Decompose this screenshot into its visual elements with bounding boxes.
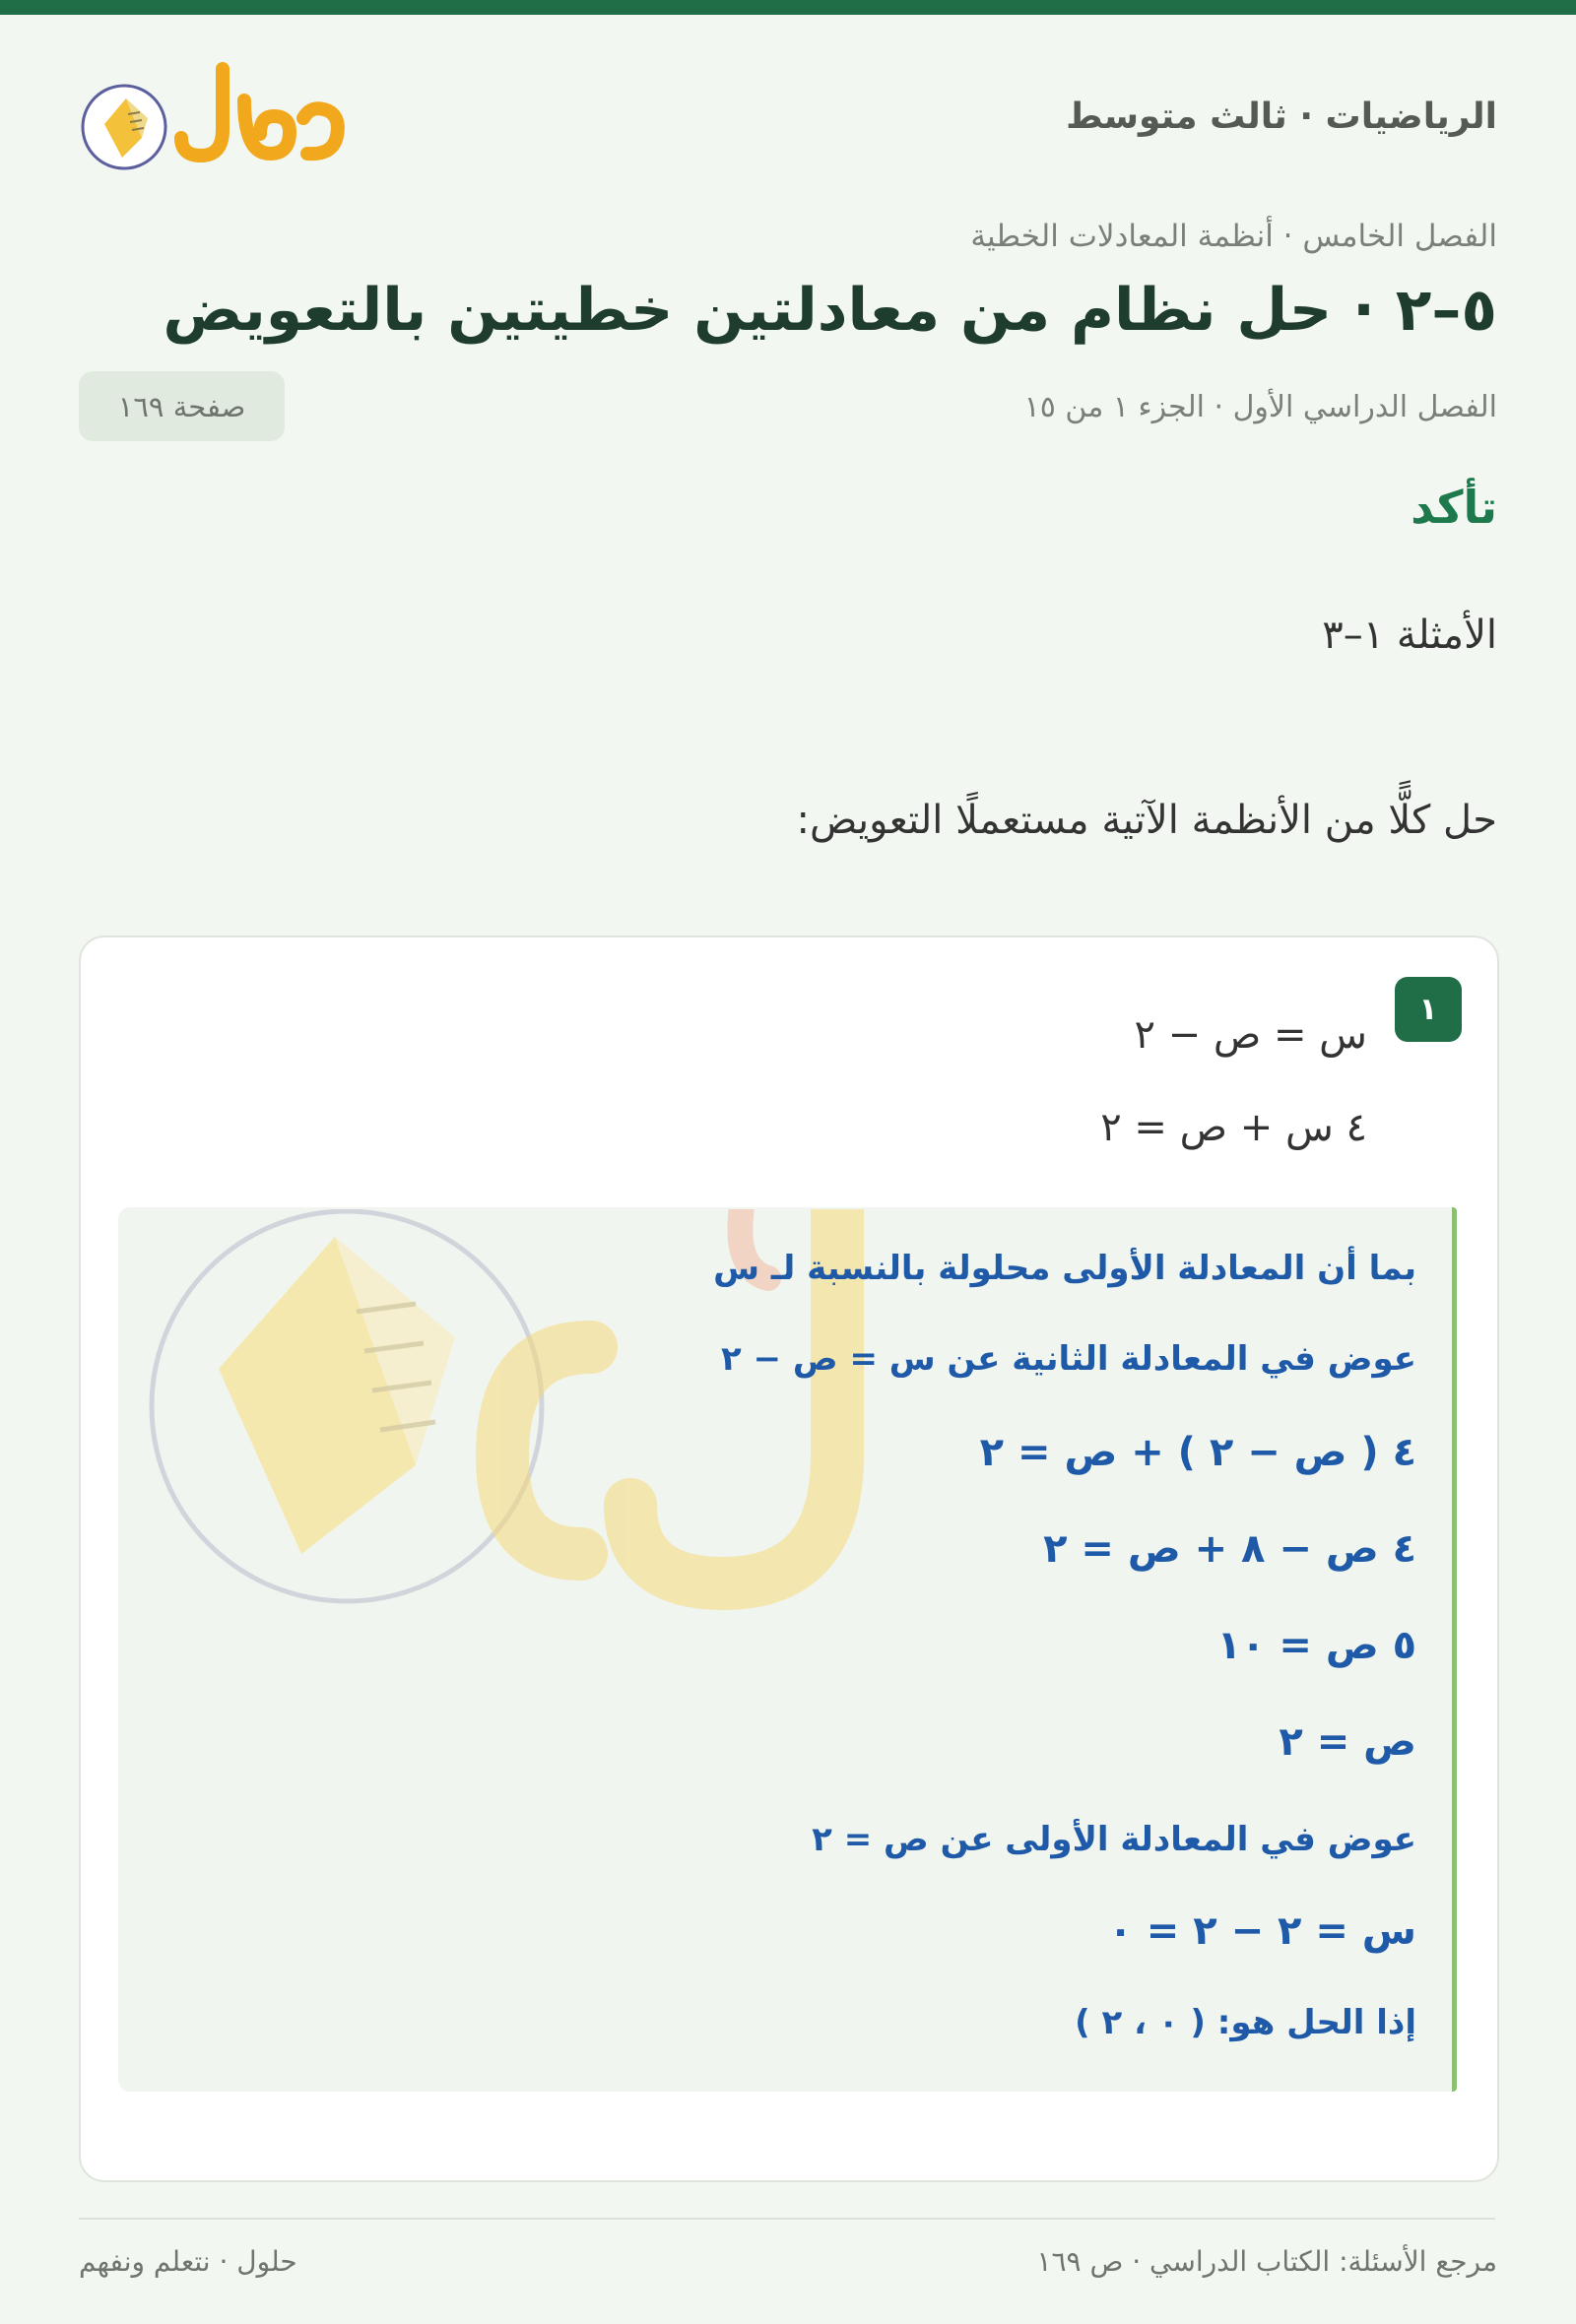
footer-brand: حلول · نتعلم ونفهم [79, 2245, 297, 2278]
examples-reference: الأمثلة ١–٣ [1322, 613, 1497, 658]
solution-answer: إذا الحل هو: ( ٠ ، ٢ ) [1075, 2003, 1416, 2042]
subject-label: الرياضيات · ثالث متوسط [1066, 97, 1497, 137]
question-card [79, 936, 1499, 2182]
solution-step-7: عوض في المعادلة الأولى عن ص = ٢ [812, 1820, 1416, 1859]
solution-step-4: ٤ ص − ٨ + ص = ٢ [1043, 1526, 1416, 1572]
equation-1: س = ص − ٢ [1134, 1012, 1367, 1058]
lesson-title: ٥–٢ · حل نظام من معادلتين خطيتين بالتعويض [163, 276, 1497, 345]
section-heading: تأكد [1411, 481, 1497, 534]
solution-step-1: بما أن المعادلة الأولى محلولة بالنسبة لـ س [713, 1249, 1416, 1288]
equation-2: ٤ س + ص = ٢ [1100, 1105, 1367, 1150]
instruction-text: حل كلًّا من الأنظمة الآتية مستعملًا التعويض: [796, 798, 1497, 843]
footer-divider [79, 2218, 1495, 2220]
brand-logo[interactable] [79, 61, 355, 171]
solution-step-6: ص = ٢ [1279, 1719, 1416, 1765]
solution-step-8: س = ٢ − ٢ = ٠ [1108, 1908, 1416, 1954]
brand-logo-lettering [181, 69, 338, 156]
question-number-badge: ١ [1395, 977, 1462, 1042]
chapter-label: الفصل الخامس · أنظمة المعادلات الخطية [970, 219, 1497, 254]
solution-step-3: ٤ ( ص − ٢ ) + ص = ٢ [979, 1430, 1416, 1475]
solution-box [118, 1207, 1457, 2092]
solution-step-5: ٥ ص = ١٠ [1216, 1623, 1416, 1668]
footer-reference: مرجع الأسئلة: الكتاب الدراسي · ص ١٦٩ [1036, 2245, 1497, 2278]
top-accent-bar [0, 0, 1576, 15]
page-number-badge: صفحة ١٦٩ [79, 371, 285, 441]
book-logo-icon [83, 86, 165, 168]
lesson-meta: الفصل الدراسي الأول · الجزء ١ من ١٥ [1023, 390, 1497, 424]
solution-step-2: عوض في المعادلة الثانية عن س = ص − ٢ [720, 1339, 1416, 1379]
